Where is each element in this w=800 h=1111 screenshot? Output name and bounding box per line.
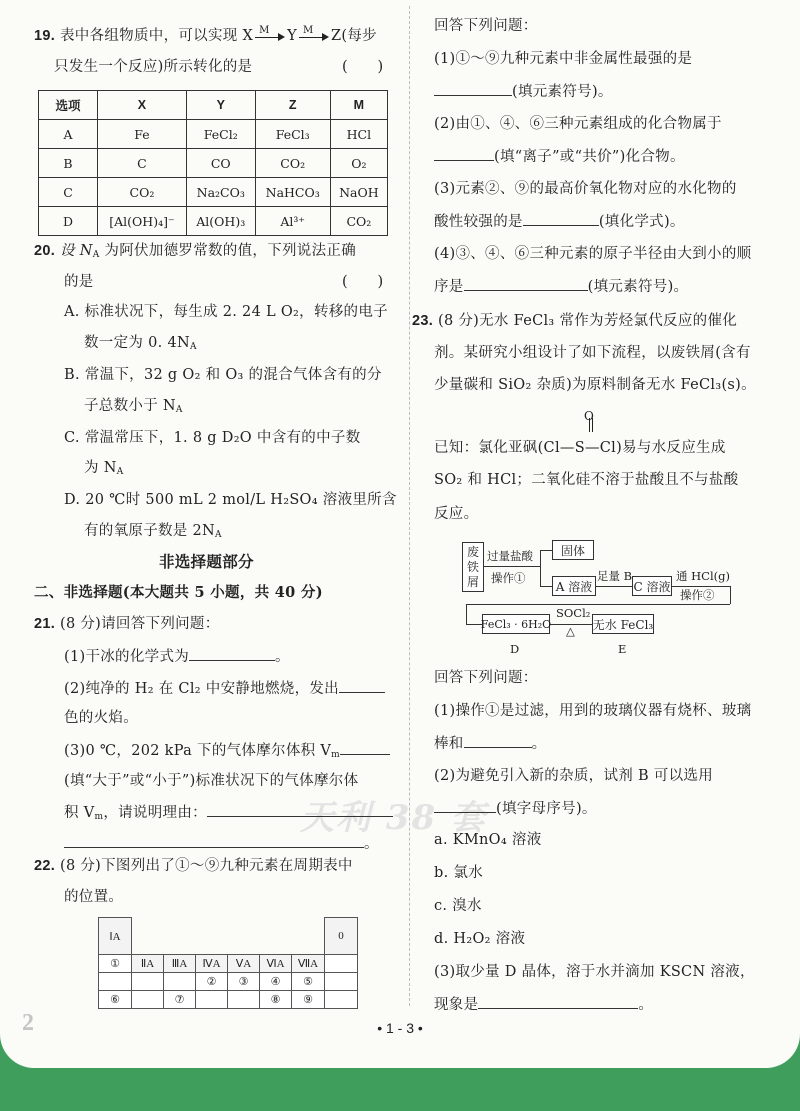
table-cell: D [39, 207, 98, 236]
periodic-table [98, 917, 358, 1013]
group-label-cell: ⅦA [291, 954, 325, 973]
table-cell: Na₂CO₃ [186, 178, 255, 207]
table-cell: A [39, 120, 98, 149]
table-cell: FeCl₃ [255, 120, 330, 149]
table-cell: O₂ [330, 149, 387, 178]
table-cell: Al³⁺ [255, 207, 330, 236]
q21-p2-cont: 色的火焰。 [64, 710, 138, 726]
connector-line [540, 550, 541, 586]
table-cell: CO₂ [255, 149, 330, 178]
table-cell: B [39, 149, 98, 178]
q20-option-b-cont [84, 396, 183, 420]
group-label-cell: ⅢA [163, 954, 196, 973]
q23-p3-end: 。 [638, 997, 654, 1013]
table-cell: CO [186, 149, 255, 178]
q23-p2-hint: (填字母序号)。 [496, 801, 597, 817]
answer-blank[interactable] [434, 81, 512, 96]
empty-cell [98, 972, 132, 991]
q23-number: 23. [412, 313, 434, 329]
q21-p1-text: (1)干冰的化学式为 [64, 649, 190, 665]
element-cell: ⑧ [259, 990, 292, 1009]
q21-p3 [64, 740, 390, 765]
heat-label: △ [566, 624, 575, 638]
label-d: D [510, 642, 520, 656]
q21-p3-cont: (填“大于”或“小于”)标准状况下的气体摩尔体 [64, 773, 359, 789]
table-header: 选项 [39, 91, 98, 120]
q22-p3-text: 酸性较强的是 [434, 214, 523, 230]
q20-option-d-cont [84, 521, 222, 545]
section-title: 非选择题部分 [159, 552, 254, 571]
q23-line1 [412, 311, 737, 331]
element-cell: ② [195, 972, 228, 991]
empty-cell [227, 990, 260, 1009]
q22-p3-blank [434, 211, 685, 232]
q22-text-line1: (8 分)下图列出了①～⑨九种元素在周期表中 [59, 858, 353, 874]
q21-line1 [34, 614, 220, 634]
q23-text-line1: (8 分)无水 FeCl₃ 常作为芳烃氯代反应的催化 [437, 313, 738, 329]
answer-blank[interactable] [339, 678, 385, 693]
q19-text-b: Z(每步 [331, 28, 377, 44]
q23-p3-text: 现象是 [434, 997, 479, 1013]
q20-line2 [64, 272, 394, 292]
q20-text-line2: 的是 [64, 274, 94, 290]
q19-line1 [34, 26, 377, 46]
q22-p3-hint: (填化学式)。 [598, 214, 685, 230]
table-cell: C [39, 178, 98, 207]
q21-p3-text: (3)0 ℃，202 kPa 下的气体摩尔体积 V [64, 743, 332, 759]
reagent-label: 过量盐酸 [487, 549, 533, 563]
subscript: A [175, 405, 183, 415]
process-flowchart [462, 540, 762, 660]
side-page-number: 2 [22, 1010, 34, 1036]
arrow-icon [540, 586, 552, 587]
q19-y: Y [287, 28, 297, 44]
q19-options-table [38, 90, 388, 236]
q23-answer-intro: 回答下列问题： [434, 670, 538, 686]
arrow-icon [484, 566, 540, 567]
label-e: E [618, 642, 627, 656]
table-header: M [330, 91, 387, 120]
empty-cell [324, 990, 358, 1009]
q20-line1 [34, 241, 356, 265]
answer-blank[interactable] [189, 646, 275, 661]
anhydrous-fecl3-box: 无水 FeCl₃ [592, 614, 654, 634]
connector-line [730, 586, 731, 604]
q23-known-b: —Cl)易与水反应生成 [584, 440, 726, 456]
answer-blank[interactable] [64, 833, 364, 848]
q19-number: 19. [34, 28, 56, 44]
q23-p2: (2)为避免引入新的杂质，试剂 B 可以选用 [434, 768, 714, 784]
answer-blank[interactable] [207, 802, 393, 817]
subscript: m [331, 750, 340, 760]
table-header: Y [186, 91, 255, 120]
operation-label: 操作② [680, 588, 715, 602]
q22-answer-intro: 回答下列问题： [434, 18, 538, 34]
q21-p1-end: 。 [275, 649, 290, 665]
q21-p1 [64, 646, 290, 667]
q20-option-b: B. 常温下，32 g O₂ 和 O₃ 的混合气体含有的分 [64, 367, 382, 383]
q21-number: 21. [34, 616, 56, 632]
subscript: m [94, 812, 104, 822]
element-cell: ⑦ [163, 990, 196, 1009]
table-row [39, 149, 388, 178]
answer-blank[interactable] [434, 146, 494, 161]
q22-text-line2: 的位置。 [64, 889, 124, 905]
answer-blank[interactable] [523, 211, 599, 226]
arrow-icon [466, 624, 482, 625]
watermark-logo: 天利 38 套 [300, 798, 487, 838]
q23-option-c: c. 溴水 [434, 898, 482, 914]
q21-p2-text: (2)纯净的 H₂ 在 Cl₂ 中安静地燃烧，发出 [64, 681, 339, 697]
connector-line [466, 604, 467, 624]
answer-blank[interactable] [340, 740, 390, 755]
q21-p3-reason [64, 802, 393, 827]
element-cell: ⑤ [291, 972, 325, 991]
q21-p3-line [64, 833, 379, 854]
table-cell: Fe [98, 120, 187, 149]
table-cell: CO₂ [98, 178, 187, 207]
element-cell: ⑥ [98, 990, 132, 1009]
answer-paren: ( ) [342, 274, 384, 290]
table-cell: NaOH [330, 178, 387, 207]
group-label-cell: ⅡA [131, 954, 164, 973]
section-subtitle: 二、非选择题(本大题共 5 小题，共 40 分) [34, 584, 323, 601]
q23-p1-text: 棒和 [434, 736, 464, 752]
socl2-label: SOCl₂ [556, 606, 591, 620]
q23-option-a: a. KMnO₄ 溶液 [434, 832, 542, 848]
page-footer: • 1 - 3 • [377, 1020, 423, 1036]
q23-option-b: b. 氯水 [434, 865, 483, 881]
q20-option-d: D. 20 ℃时 500 mL 2 mol/L H₂SO₄ 溶液里所含 [64, 492, 397, 508]
q20-option-a-cont [84, 333, 197, 357]
hcl-gas-label: 通 HCl(g) [676, 569, 730, 583]
empty-cell [195, 990, 228, 1009]
arrow-label: M [303, 25, 314, 36]
q23-p2-blank [434, 798, 597, 819]
q23-p1-end: 。 [531, 736, 547, 752]
q22-p1-hint: (填元素符号)。 [512, 84, 613, 100]
reagent-b-label: 足量 B [597, 569, 633, 583]
table-cell: Al(OH)₃ [186, 207, 255, 236]
q20-text-a: 设 N [59, 243, 93, 259]
q22-p2-blank [434, 146, 685, 167]
q23-known [434, 438, 726, 458]
table-header: X [98, 91, 187, 120]
group-0-cell: 0 [324, 917, 358, 955]
group-label-cell: ⅤA [227, 954, 260, 973]
q21-p3-end: 。 [364, 836, 379, 852]
q19-text-a: 表中各组物质中，可以实现 X [59, 28, 254, 44]
q20-option-c-cont [84, 458, 124, 482]
scrap-iron-box: 废铁屑 [462, 542, 484, 592]
arrow-icon [299, 25, 329, 40]
answer-blank[interactable] [478, 994, 638, 1009]
subscript: A [92, 250, 100, 260]
arrow-icon [596, 586, 632, 587]
subscript: A [189, 342, 197, 352]
table-row [39, 178, 388, 207]
connector-line [466, 604, 730, 605]
group-ia-cell: ⅠA [98, 917, 132, 955]
answer-paren: ( ) [342, 59, 384, 75]
element-cell: ③ [227, 972, 260, 991]
empty-cell [163, 972, 196, 991]
q22-line1 [34, 856, 353, 876]
double-bond [592, 418, 593, 432]
table-header-row [39, 91, 388, 120]
q22-p3: (3)元素②、⑨的最高价氧化物对应的水化物的 [434, 181, 737, 197]
q20-option-c-text: 为 N [84, 460, 117, 476]
group-label-cell: ⅣA [195, 954, 228, 973]
oxygen-symbol: O [584, 409, 595, 423]
q22-p1: (1)①～⑨九种元素中非金属性最强的是 [434, 51, 693, 67]
q23-text-line6: 反应。 [434, 506, 479, 522]
table-row [39, 207, 388, 236]
q22-p4-text: 序是 [434, 279, 464, 295]
answer-blank[interactable] [434, 798, 496, 813]
q20-option-c: C. 常温常压下，1. 8 g D₂O 中含有的中子数 [64, 430, 361, 446]
q20-number: 20. [34, 243, 56, 259]
empty-cell [324, 954, 358, 973]
table-cell: FeCl₂ [186, 120, 255, 149]
q22-p4: (4)③、④、⑥三种元素的原子半径由大到小的顺 [434, 246, 752, 262]
q22-p1-blank [434, 81, 613, 102]
answer-blank[interactable] [464, 276, 588, 291]
q22-number: 22. [34, 858, 56, 874]
q23-known-a: 已知：氯化亚砜(Cl— [434, 440, 575, 456]
double-bond [589, 418, 590, 432]
table-cell: HCl [330, 120, 387, 149]
group-label-cell: ⅥA [259, 954, 292, 973]
sulfur-symbol: S [574, 440, 585, 456]
q22-p4-blank [434, 276, 688, 297]
table-header: Z [255, 91, 330, 120]
q23-text-line2: 剂。某研究小组设计了如下流程，以废铁屑(含有 [434, 345, 751, 361]
q23-p1: (1)操作①是过滤，用到的玻璃仪器有烧杯、玻璃 [434, 703, 752, 719]
q22-p2: (2)由①、④、⑥三种元素组成的化合物属于 [434, 116, 722, 132]
element-cell: ⑨ [291, 990, 325, 1009]
q19-line2 [54, 57, 394, 77]
table-cell: NaHCO₃ [255, 178, 330, 207]
q23-p1-blank [434, 733, 546, 754]
fecl3-hydrate-box: FeCl₃ · 6H₂O [482, 614, 550, 634]
arrow-label: M [259, 25, 270, 36]
empty-cell [131, 990, 164, 1009]
q23-p3: (3)取少量 D 晶体，溶于水并滴加 KSCN 溶液， [434, 964, 755, 980]
table-row [39, 120, 388, 149]
q20-text-b: 为阿伏加德罗常数的值，下列说法正确 [99, 243, 357, 259]
table-cell: [Al(OH)₄]⁻ [98, 207, 187, 236]
q21-p3-reason-text: ，请说明理由： [103, 805, 207, 821]
arrow-icon [255, 25, 285, 40]
subscript: A [215, 530, 222, 540]
q23-option-d: d. H₂O₂ 溶液 [434, 931, 526, 947]
q21-p3-vm: 积 V [64, 805, 95, 821]
q22-p4-hint: (填元素符号)。 [587, 279, 689, 295]
q20-option-a-text: 数一定为 0. 4N [84, 335, 190, 351]
q23-p3-blank [434, 994, 653, 1015]
q21-intro: (8 分)请回答下列问题： [59, 616, 220, 632]
q20-option-d-text: 有的氧原子数是 2N [84, 523, 216, 539]
q23-text-line5: SO₂ 和 HCl；二氧化硅不溶于盐酸且不与盐酸 [434, 472, 739, 488]
empty-cell [131, 972, 164, 991]
arrow-icon [540, 550, 552, 551]
q21-p2 [64, 678, 385, 699]
q20-option-a: A. 标准状况下，每生成 2. 24 L O₂，转移的电子 [64, 304, 388, 320]
empty-cell [324, 972, 358, 991]
solution-c-box: C 溶液 [632, 576, 672, 596]
table-cell: C [98, 149, 187, 178]
q19-text-line2: 只发生一个反应)所示转化的是 [54, 59, 253, 75]
subscript: A [116, 467, 124, 477]
solid-box: 固体 [552, 540, 594, 560]
solution-a-box: A 溶液 [552, 576, 596, 596]
q23-text-line3: 少量碳和 SiO₂ 杂质)为原料制备无水 FeCl₃(s)。 [434, 377, 756, 393]
element-1-cell: ① [98, 954, 132, 973]
element-cell: ④ [259, 972, 292, 991]
q20-option-b-text: 子总数小于 N [84, 398, 176, 414]
table-cell: CO₂ [330, 207, 387, 236]
q22-p2-hint: (填“离子”或“共价”)化合物。 [494, 149, 685, 165]
column-divider [409, 6, 410, 1006]
answer-blank[interactable] [464, 733, 532, 748]
operation-label: 操作① [491, 571, 526, 585]
